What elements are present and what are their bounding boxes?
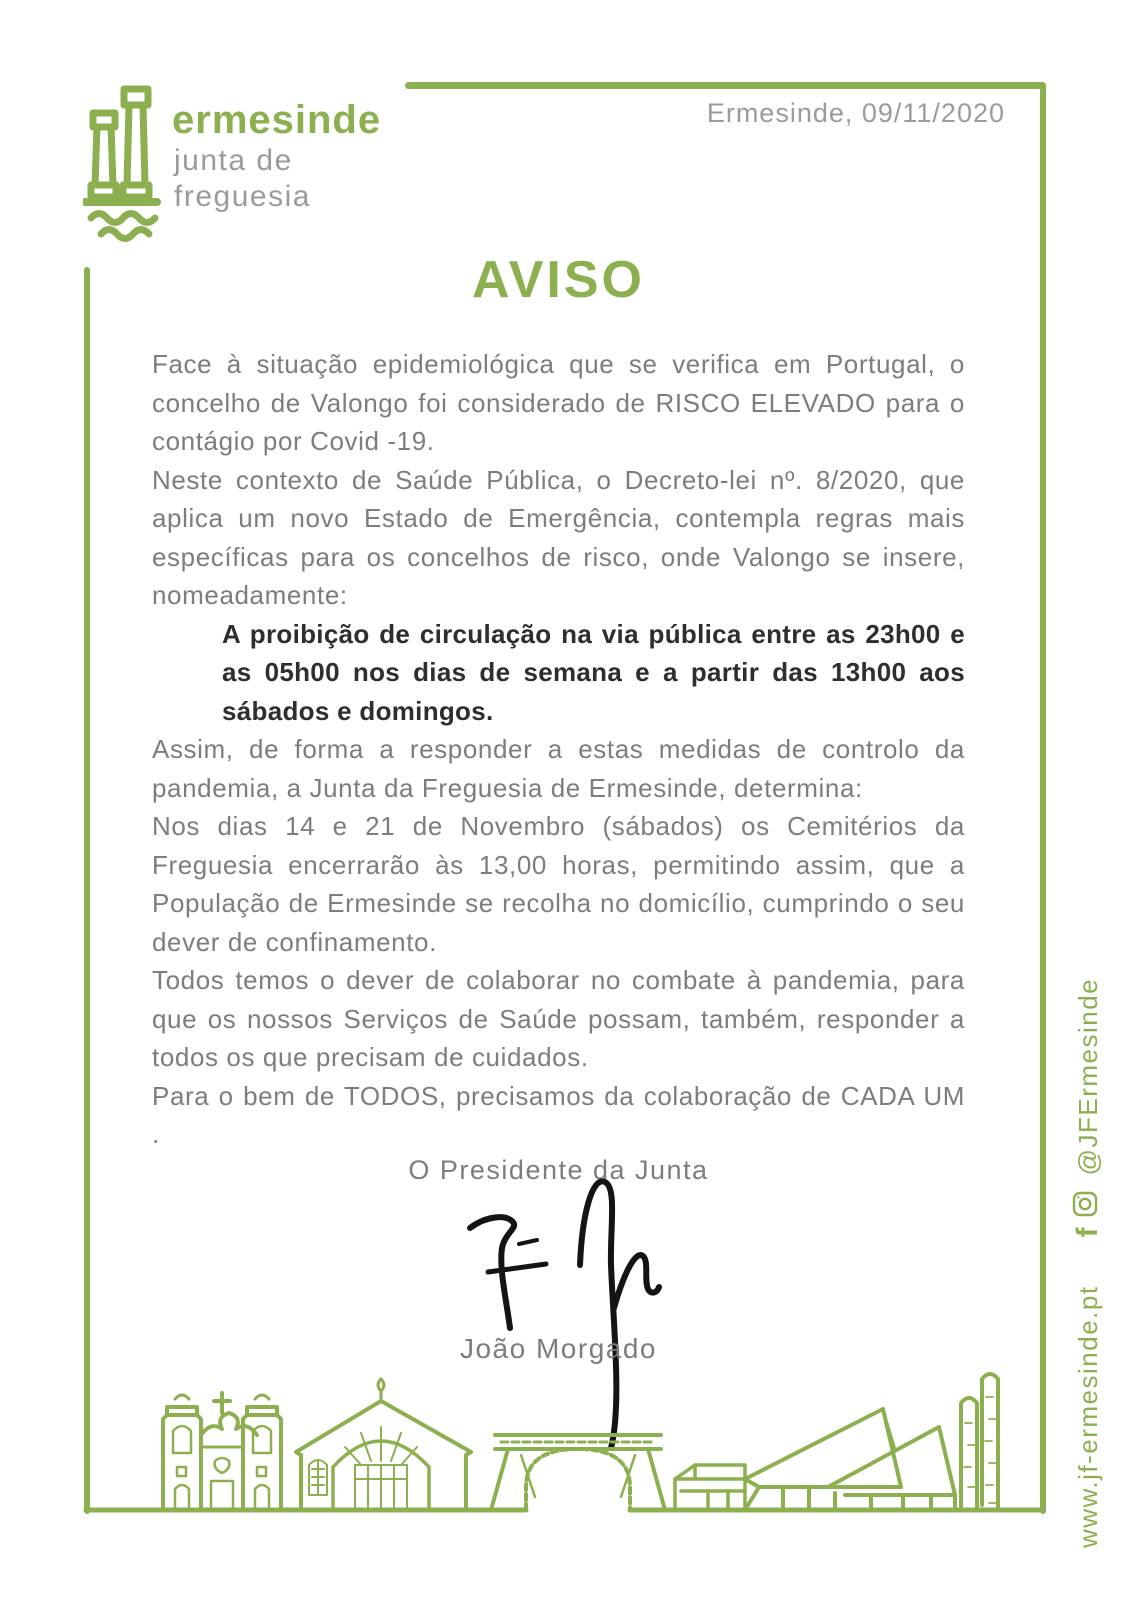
instagram-icon	[1072, 1191, 1105, 1217]
sidebar-contacts	[1068, 977, 1108, 1548]
logo-wordmark: ermesinde	[172, 98, 382, 142]
city-skyline-illustration	[83, 1357, 1046, 1520]
page-title: AVISO	[472, 251, 645, 309]
paragraph-1: Face à situação epidemiológica que se verifica em Portugal, o concelho de Valongo foi considerado de RISCO ELEVADO para o contágio por Covid -19.	[152, 349, 965, 456]
logo-chimneys-icon	[83, 75, 178, 250]
website-url: www.jf-ermesinde.pt	[1072, 1285, 1103, 1548]
social-links	[1071, 978, 1105, 1238]
paragraph-4: Assim, de forma a responder a estas medidas de controlo da pandemia, a Junta da Freguesia de Ermesinde, determina:	[152, 734, 965, 803]
frame-border-top	[405, 82, 1046, 89]
paragraph-3-highlight: A proibição de circulação na via pública entre as 23h00 e as 05h00 nos dias de semana e a partir das 13h00 aos sábados e domingos.	[222, 618, 965, 726]
signature-role: O Presidente da Junta	[408, 1155, 709, 1185]
signature-name: João Morgado	[459, 1333, 657, 1364]
social-handle: @JFErmesinde	[1072, 977, 1103, 1176]
paragraph-6: Todos temos o dever de colaborar no combate à pandemia, para que os nossos Serviços de Saúde possam, também, responder a todos os que precisam de cuidados.	[152, 965, 965, 1072]
facebook-icon: f	[1071, 1227, 1104, 1238]
frame-border-right	[1040, 84, 1046, 1514]
paragraph-2: Neste contexto de Saúde Pública, o Decreto-lei nº. 8/2020, que aplica um novo Estado de Emergência, contempla regras mais específicas para os concelhos de risco, onde Valongo se insere, nomeadamente:	[152, 464, 965, 610]
document-date: Ermesinde, 09/11/2020	[706, 98, 1005, 128]
notice-body	[152, 345, 965, 1154]
paragraph-5: Nos dias 14 e 21 de Novembro (sábados) os Cemitérios da Freguesia encerrarão às 13,00 horas, permitindo assim, que a População de Ermesinde se recolha no domicílio, cumprindo o seu dever de confinamento.	[152, 811, 965, 957]
paragraph-7: Para o bem de TODOS, precisamos da colaboração de CADA UM .	[152, 1080, 965, 1149]
logo-subtitle-line1: junta de	[174, 144, 293, 177]
logo-subtitle-line2: freguesia	[174, 180, 311, 213]
frame-border-left	[84, 267, 90, 1514]
